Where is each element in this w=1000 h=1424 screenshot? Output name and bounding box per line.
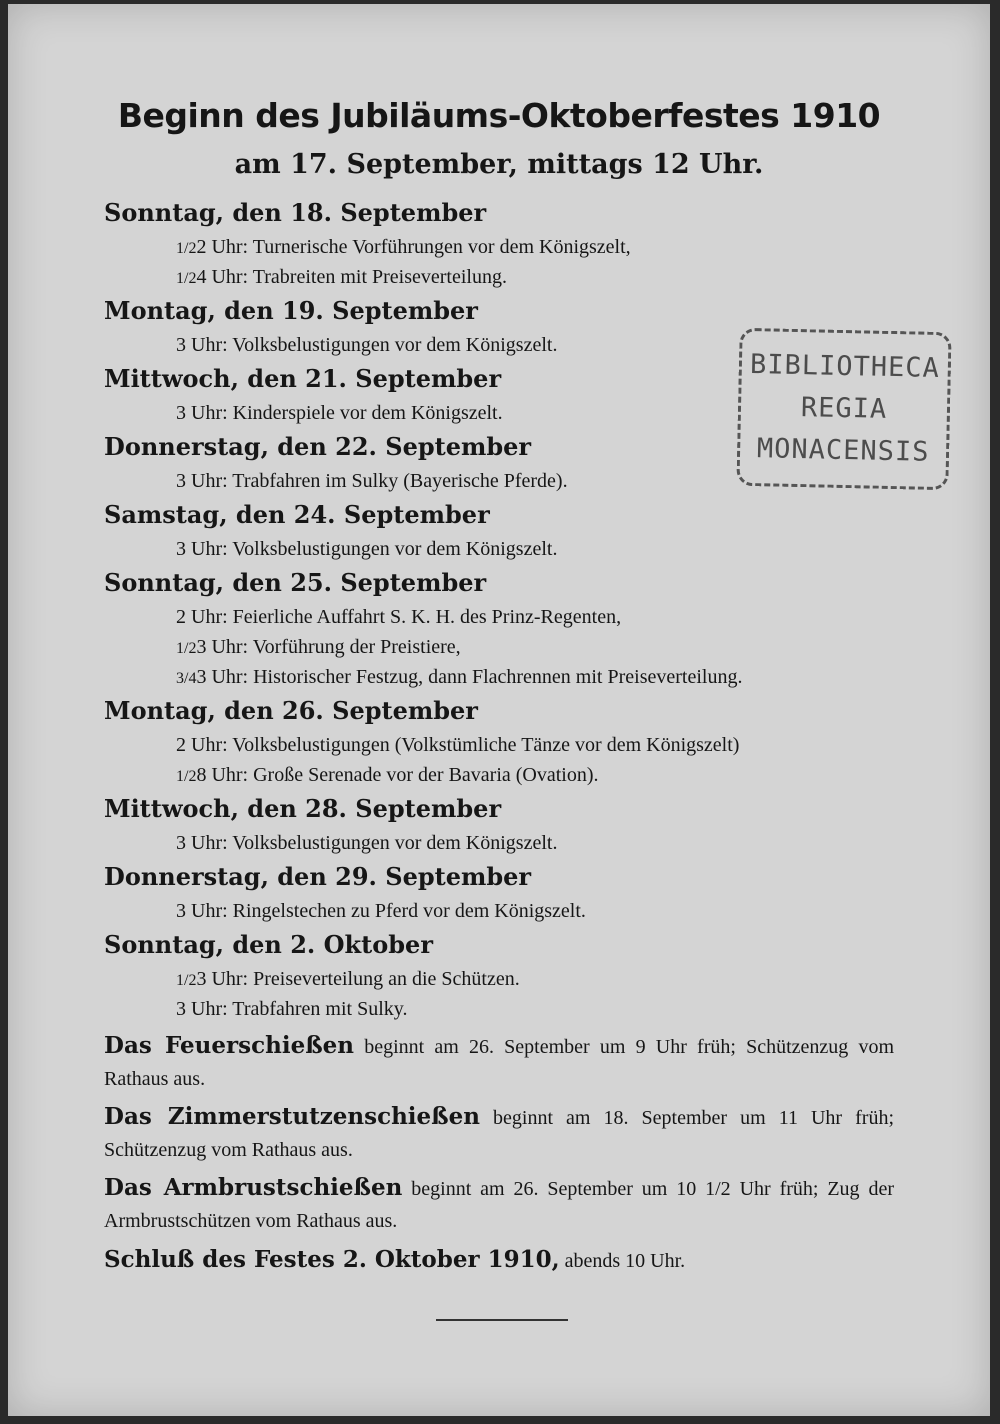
schedule-event (176, 662, 894, 692)
stamp-line: MONACENSIS (756, 433, 930, 468)
schedule-day-heading: Sonntag, den 18. September (104, 198, 487, 227)
schedule-event (176, 994, 894, 1024)
schedule-day-heading: Mittwoch, den 28. September (104, 794, 502, 823)
page-title: Beginn des Jubiläums-Oktoberfestes 1910 (117, 96, 881, 135)
closing-text: abends 10 Uhr. (559, 1250, 686, 1272)
event-text: 3 Uhr: Kinderspiele vor dem Königszelt. (176, 402, 503, 424)
event-text: 3 Uhr: Preiseverteilung an die Schützen. (196, 968, 520, 990)
schedule-day-heading: Donnerstag, den 22. September (104, 432, 532, 461)
schedule-list (104, 194, 894, 1024)
schedule-event (176, 534, 894, 564)
event-text: 2 Uhr: Feierliche Auffahrt S. K. H. des Prinz-Regenten, (176, 606, 622, 628)
event-text: 3 Uhr: Historischer Festzug, dann Flachrennen mit Preiseverteilung. (196, 666, 743, 688)
note-paragraph (104, 1030, 894, 1095)
event-text: 3 Uhr: Volksbelustigungen vor dem Königszelt. (176, 538, 558, 560)
schedule-day-heading: Sonntag, den 25. September (104, 568, 487, 597)
stamp-line: REGIA (800, 392, 888, 425)
event-fraction: 1/2 (176, 270, 197, 287)
note-heading: Das Feuerschießen (104, 1032, 355, 1059)
event-text: 3 Uhr: Trabfahren im Sulky (Bayerische Pferde). (176, 470, 568, 492)
schedule-event (176, 964, 894, 994)
note-text: beginnt am 26. September um 9 Uhr früh; Schützenzug vom Rathaus aus. (104, 1036, 894, 1090)
schedule-day-heading: Montag, den 26. September (104, 696, 478, 725)
library-stamp (736, 328, 951, 490)
note-paragraph (104, 1172, 894, 1237)
schedule-event (176, 730, 894, 760)
stamp-line: BIBLIOTHECA (749, 349, 941, 384)
event-text: 3 Uhr: Volksbelustigungen vor dem Königszelt. (176, 334, 558, 356)
note-text: beginnt am 18. September um 11 Uhr früh; Schützenzug vom Rathaus aus. (104, 1107, 894, 1161)
event-fraction: 1/2 (176, 768, 197, 785)
event-fraction: 1/2 (176, 240, 197, 257)
note-paragraph (104, 1101, 894, 1166)
notes-section (104, 1030, 894, 1237)
end-divider (436, 1319, 568, 1321)
event-text: 3 Uhr: Vorführung der Preistiere, (196, 636, 461, 658)
schedule-day-heading: Samstag, den 24. September (104, 500, 490, 529)
schedule-event (176, 262, 894, 292)
schedule-event (176, 632, 894, 662)
schedule-event (176, 602, 894, 632)
schedule-day-heading: Donnerstag, den 29. September (104, 862, 532, 891)
event-text: 3 Uhr: Volksbelustigungen vor dem Königszelt. (176, 832, 558, 854)
schedule-day-heading: Mittwoch, den 21. September (104, 364, 502, 393)
event-fraction: 3/4 (176, 670, 197, 687)
page-subtitle: am 17. September, mittags 12 Uhr. (234, 149, 764, 180)
event-text: 4 Uhr: Trabreiten mit Preiseverteilung. (196, 266, 507, 288)
schedule-day-heading: Montag, den 19. September (104, 296, 478, 325)
event-text: 3 Uhr: Trabfahren mit Sulky. (176, 998, 408, 1020)
event-fraction: 1/2 (176, 640, 197, 657)
document-content (104, 96, 894, 1278)
schedule-event (176, 232, 894, 262)
note-heading: Das Zimmerstutzenschießen (104, 1103, 480, 1130)
schedule-event (176, 896, 894, 926)
closing-bold: Schluß des Festes 2. Oktober 1910, (104, 1246, 560, 1273)
event-fraction: 1/2 (176, 972, 197, 989)
event-text: 3 Uhr: Ringelstechen zu Pferd vor dem Königszelt. (176, 900, 586, 922)
closing-line (104, 1243, 894, 1278)
event-text: 2 Uhr: Volksbelustigungen (Volkstümliche Tänze vor dem Königszelt) (176, 734, 740, 756)
event-text: 8 Uhr: Große Serenade vor der Bavaria (Ovation). (196, 764, 599, 786)
note-text: beginnt am 26. September um 10 1/2 Uhr früh; Zug der Armbrustschützen vom Rathaus aus. (104, 1178, 894, 1232)
schedule-event (176, 760, 894, 790)
schedule-event (176, 828, 894, 858)
note-heading: Das Armbrustschießen (104, 1174, 403, 1201)
schedule-day-heading: Sonntag, den 2. Oktober (104, 930, 433, 959)
event-text: 2 Uhr: Turnerische Vorführungen vor dem Königszelt, (196, 236, 631, 258)
